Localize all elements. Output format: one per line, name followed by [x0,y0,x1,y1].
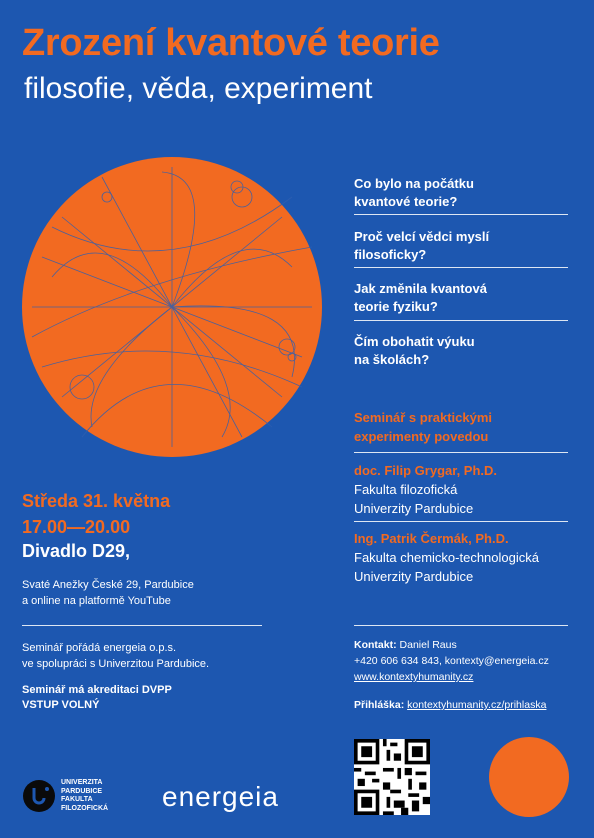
question-1: Co bylo na počátku kvantové teorie? [354,176,474,209]
speaker-1: doc. Filip Grygar, Ph.D. Fakulta filozofická Univerzity Pardubice [354,463,498,516]
accreditation-note: Seminář má akreditaci DVPP VSTUP VOLNÝ [22,684,172,711]
divider [354,267,568,268]
energeia-logo: energeia [162,781,279,812]
event-address: Svaté Anežky České 29, Pardubice a online na platformě YouTube [22,579,194,607]
poster-subtitle: filosofie, věda, experiment [24,72,373,105]
divider [354,625,568,626]
organizer-note: Seminář pořádá energeia o.p.s. ve spolupráci s Univerzitou Pardubice. [22,642,210,670]
registration-link[interactable]: kontextyhumanity.cz/prihlaska [407,699,547,711]
contact-phone-email[interactable]: +420 606 634 843, kontexty@energeia.cz [354,655,549,667]
speaker-2: Ing. Patrik Čermák, Ph.D. Fakulta chemicko-technologická Univerzity Pardubice [354,531,539,584]
contact-block: Kontakt: Daniel Raus +420 606 634 843, kontexty@energeia.cz www.kontextyhumanity.cz [354,639,549,683]
particle-tracks-image [22,157,322,457]
qr-code[interactable] [354,739,430,815]
website-link[interactable]: www.kontextyhumanity.cz [354,671,474,683]
divider [22,625,262,626]
divider [354,214,568,215]
question-3: Jak změnila kvantová teorie fyziku? [354,281,487,314]
divider [354,521,568,522]
question-4: Čím obohatit výuku na školách? [354,334,475,367]
decorative-circle [489,737,569,817]
divider [354,320,568,321]
university-logo-icon [22,779,56,813]
event-datetime: Středa 31. května 17.00—20.00 [22,491,171,537]
divider [354,452,568,453]
question-2: Proč velcí vědci myslí filosoficky? [354,229,490,262]
registration-block: Přihláška: kontextyhumanity.cz/prihlaska [354,699,547,711]
university-logo-text: UNIVERZITA PARDUBICE FAKULTA FILOZOFICKÁ [61,779,109,812]
seminar-heading: Seminář s praktickými experimenty povedou [354,410,493,444]
event-venue: Divadlo D29, [22,541,131,561]
poster-title: Zrození kvantové teorie [22,22,440,64]
